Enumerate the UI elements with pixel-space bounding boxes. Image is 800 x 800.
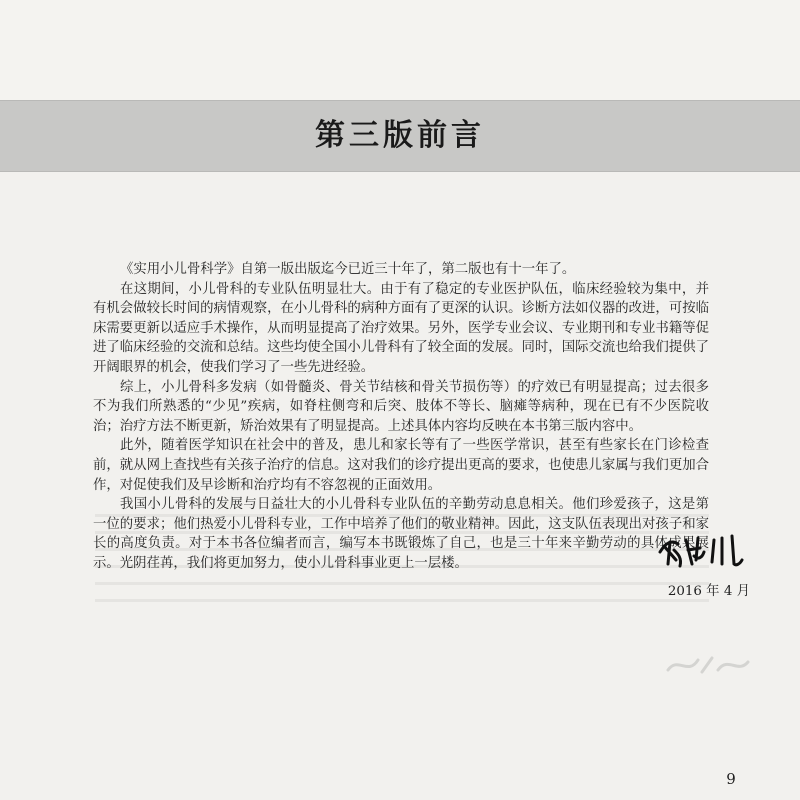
page-number: 9 [726,770,736,788]
page-title: 第三版前言 [315,118,485,153]
paragraph-5: 我国小儿骨科的发展与日益壮大的小儿骨科专业队伍的辛勤劳动息息相关。他们珍爱孩子，这是第一位的要求；他们热爱小儿骨科专业，工作中培养了他们的敬业精神。因此，这支队伍表现出对孩子和家长的高度负责。对于本书各位编者而言，编写本书既锻炼了自己，也是三十年来辛勤劳动的具体成果展示。光阴荏苒，我们将更加努力，使小儿骨科事业更上一层楼。 [93,497,709,571]
faint-stamp-mark [662,650,752,680]
preface-date: 2016 年 4 月 [667,584,750,599]
paragraph-1: 《实用小儿骨科学》自第一版出版迄今已近三十年了，第二版也有十一年了。 [120,262,576,277]
paragraph-2: 在这期间，小儿骨科的专业队伍明显壮大。由于有了稳定的专业医护队伍，临床经验较为集中，并有机会做较长时间的病情观察，在小儿骨科的病种方面有了更深的认识。诊断方法如仪器的改进，可按临床需要更新以适应手术操作，从而明显提高了治疗效果。另外，医学专业会议、专业期刊和专业书籍等促进了临床经验的交流和总结。这些均使全国小儿骨科有了较全面的发展。同时，国际交流也给我们提供了开阔眼界的机会，使我们学习了一些先进经验。 [93,281,709,375]
top-margin [0,0,800,100]
paragraph-3: 综上，小儿骨科多发病（如骨髓炎、骨关节结核和骨关节损伤等）的疗效已有明显提高；过去很多不为我们所熟悉的“少见”疾病，如脊柱侧弯和后突、肢体不等长、脑瘫等病种，现在已有不少医院收治；治疗方法不断更新，矫治效果有了明显提高。上述具体内容均反映在本书第三版内容中。 [93,379,709,434]
paragraph-4: 此外，随着医学知识在社会中的普及，患儿和家长等有了一些医学常识，甚至有些家长在门诊检查前，就从网上查找些有关孩子治疗的信息。这对我们的诊疗提出更高的要求，也使患儿家属与我们更加合作，对促使我们及早诊断和治疗均有不容忽视的正面效用。 [93,438,709,493]
title-band [0,100,800,172]
handwritten-signature [656,530,746,570]
preface-body [93,260,709,574]
